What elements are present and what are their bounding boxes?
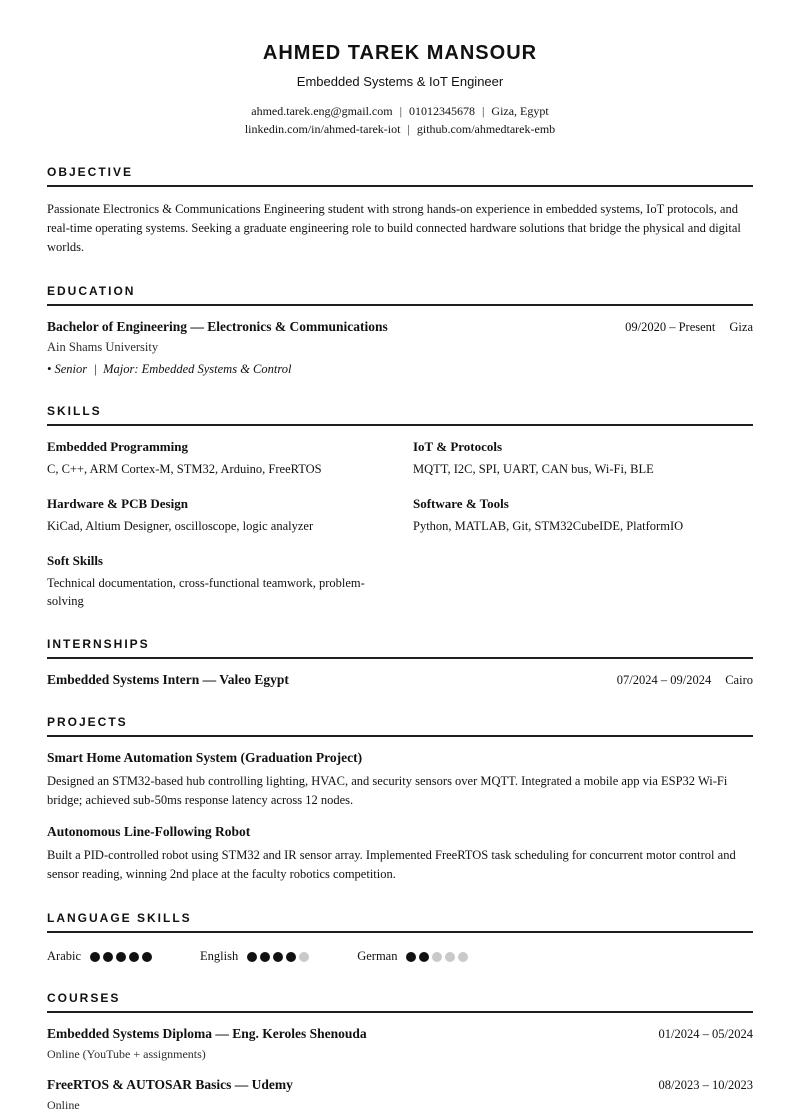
separator: | [399, 104, 402, 118]
location-label: Cairo [725, 673, 753, 687]
section-courses [47, 991, 753, 1113]
date-range: 08/2023 – 10/2023 [658, 1078, 753, 1092]
course-title: Embedded Systems Diploma — Eng. Keroles Shenouda [47, 1026, 367, 1041]
level-dots [247, 952, 309, 962]
role-title: Embedded Systems & IoT Engineer [296, 74, 504, 89]
language-item [200, 949, 309, 964]
section-education [47, 284, 753, 377]
separator: | [482, 104, 485, 118]
skill-group-items: KiCad, Altium Designer, oscilloscope, logic analyzer [47, 519, 314, 533]
skill-group [47, 496, 387, 535]
section-objective [47, 165, 753, 257]
skill-group-items: C, C++, ARM Cortex-M, STM32, Arduino, FreeRTOS [47, 462, 322, 476]
level-dot [247, 952, 257, 962]
language-name: German [357, 949, 398, 963]
level-dot [103, 952, 113, 962]
github-text: github.com/ahmedtarek-emb [416, 122, 556, 136]
section-languages [47, 911, 753, 964]
objective-text: Passionate Electronics & Communications Engineering student with strong hands-on experience in embedded systems, IoT protocols, and real-time operating systems. Seeking a graduate engineering role to build connected hardware solutions that bridge the physical and digital worlds. [47, 202, 741, 254]
level-dot [142, 952, 152, 962]
level-dot [286, 952, 296, 962]
university-name: Ain Shams University [47, 340, 159, 354]
skill-group [47, 553, 387, 610]
project-description: Designed an STM32-based hub controlling lighting, HVAC, and security sensors over MQTT. Integrated a mobile app via ESP32 Wi-Fi bridge; achieved sub-50ms response latency across 12 nodes. [47, 774, 728, 807]
level-dot [260, 952, 270, 962]
resume-header [47, 42, 753, 138]
section-internships [47, 637, 753, 688]
location-label: Giza [729, 320, 753, 334]
separator: | [407, 122, 410, 136]
project-description: Built a PID-controlled robot using STM32 and IR sensor array. Implemented FreeRTOS task scheduling for concurrent motor control and sensor reading, winning 2nd place at the faculty robotics competition. [47, 848, 736, 881]
skill-group-name: Embedded Programming [47, 439, 188, 454]
project-title: Smart Home Automation System (Graduation Project) [47, 750, 363, 765]
degree-title: Bachelor of Engineering — Electronics & Communications [47, 319, 388, 334]
level-dot [90, 952, 100, 962]
email-text: ahmed.tarek.eng@gmail.com [251, 104, 393, 118]
skill-group [413, 439, 753, 478]
person-name: AHMED TAREK MANSOUR [262, 42, 538, 64]
level-dot [419, 952, 429, 962]
level-dots [406, 952, 468, 962]
section-projects [47, 715, 753, 884]
level-dot [406, 952, 416, 962]
skill-group-name: IoT & Protocols [413, 439, 503, 454]
skill-group-items: Python, MATLAB, Git, STM32CubeIDE, PlatformIO [413, 519, 684, 533]
job-title: Embedded Systems Intern — Valeo Egypt [47, 672, 289, 687]
level-dot [458, 952, 468, 962]
level-dots [90, 952, 152, 962]
project-item [47, 750, 753, 810]
date-range: 07/2024 – 09/2024 [616, 673, 712, 687]
internship-item [47, 672, 753, 688]
section-heading-projects: PROJECTS [47, 715, 753, 737]
section-heading-objective: OBJECTIVE [47, 165, 753, 187]
level-dot [116, 952, 126, 962]
linkedin-text: linkedin.com/in/ahmed-tarek-iot [244, 122, 401, 136]
section-heading-courses: COURSES [47, 991, 753, 1013]
section-heading-internships: INTERNSHIPS [47, 637, 753, 659]
language-name: Arabic [47, 949, 82, 963]
section-heading-skills: SKILLS [47, 404, 753, 426]
education-item [47, 319, 753, 377]
section-heading-education: EDUCATION [47, 284, 753, 306]
skill-group [47, 439, 387, 478]
course-mode: Online [47, 1098, 80, 1112]
level-dot [273, 952, 283, 962]
skill-group-items: MQTT, I2C, SPI, UART, CAN bus, Wi-Fi, BLE [413, 462, 654, 476]
skill-group [413, 496, 753, 535]
course-item [47, 1026, 753, 1062]
language-name: English [200, 949, 239, 963]
course-item [47, 1077, 753, 1113]
skill-group-name: Soft Skills [47, 553, 103, 568]
skills-grid [47, 439, 753, 610]
phone-text: 01012345678 [409, 104, 475, 118]
course-mode: Online (YouTube + assignments) [47, 1047, 206, 1061]
skill-group-items: Technical documentation, cross-functional teamwork, problem-solving [47, 576, 365, 608]
education-details: • Senior | Major: Embedded Systems & Control [47, 362, 292, 376]
section-skills [47, 404, 753, 610]
language-list [47, 949, 753, 964]
contact-line-2 [47, 120, 753, 138]
skill-group-name: Software & Tools [413, 496, 509, 511]
level-dot [445, 952, 455, 962]
language-item [357, 949, 468, 964]
level-dot [432, 952, 442, 962]
level-dot [299, 952, 309, 962]
date-range: 09/2020 – Present [625, 320, 716, 334]
language-item [47, 949, 152, 964]
level-dot [129, 952, 139, 962]
skill-group-name: Hardware & PCB Design [47, 496, 188, 511]
project-item [47, 824, 753, 884]
location-text: Giza, Egypt [491, 104, 549, 118]
contact-line-1 [47, 102, 753, 120]
section-heading-languages: LANGUAGE SKILLS [47, 911, 753, 933]
project-title: Autonomous Line-Following Robot [47, 824, 251, 839]
course-title: FreeRTOS & AUTOSAR Basics — Udemy [47, 1077, 293, 1092]
date-range: 01/2024 – 05/2024 [658, 1027, 753, 1041]
